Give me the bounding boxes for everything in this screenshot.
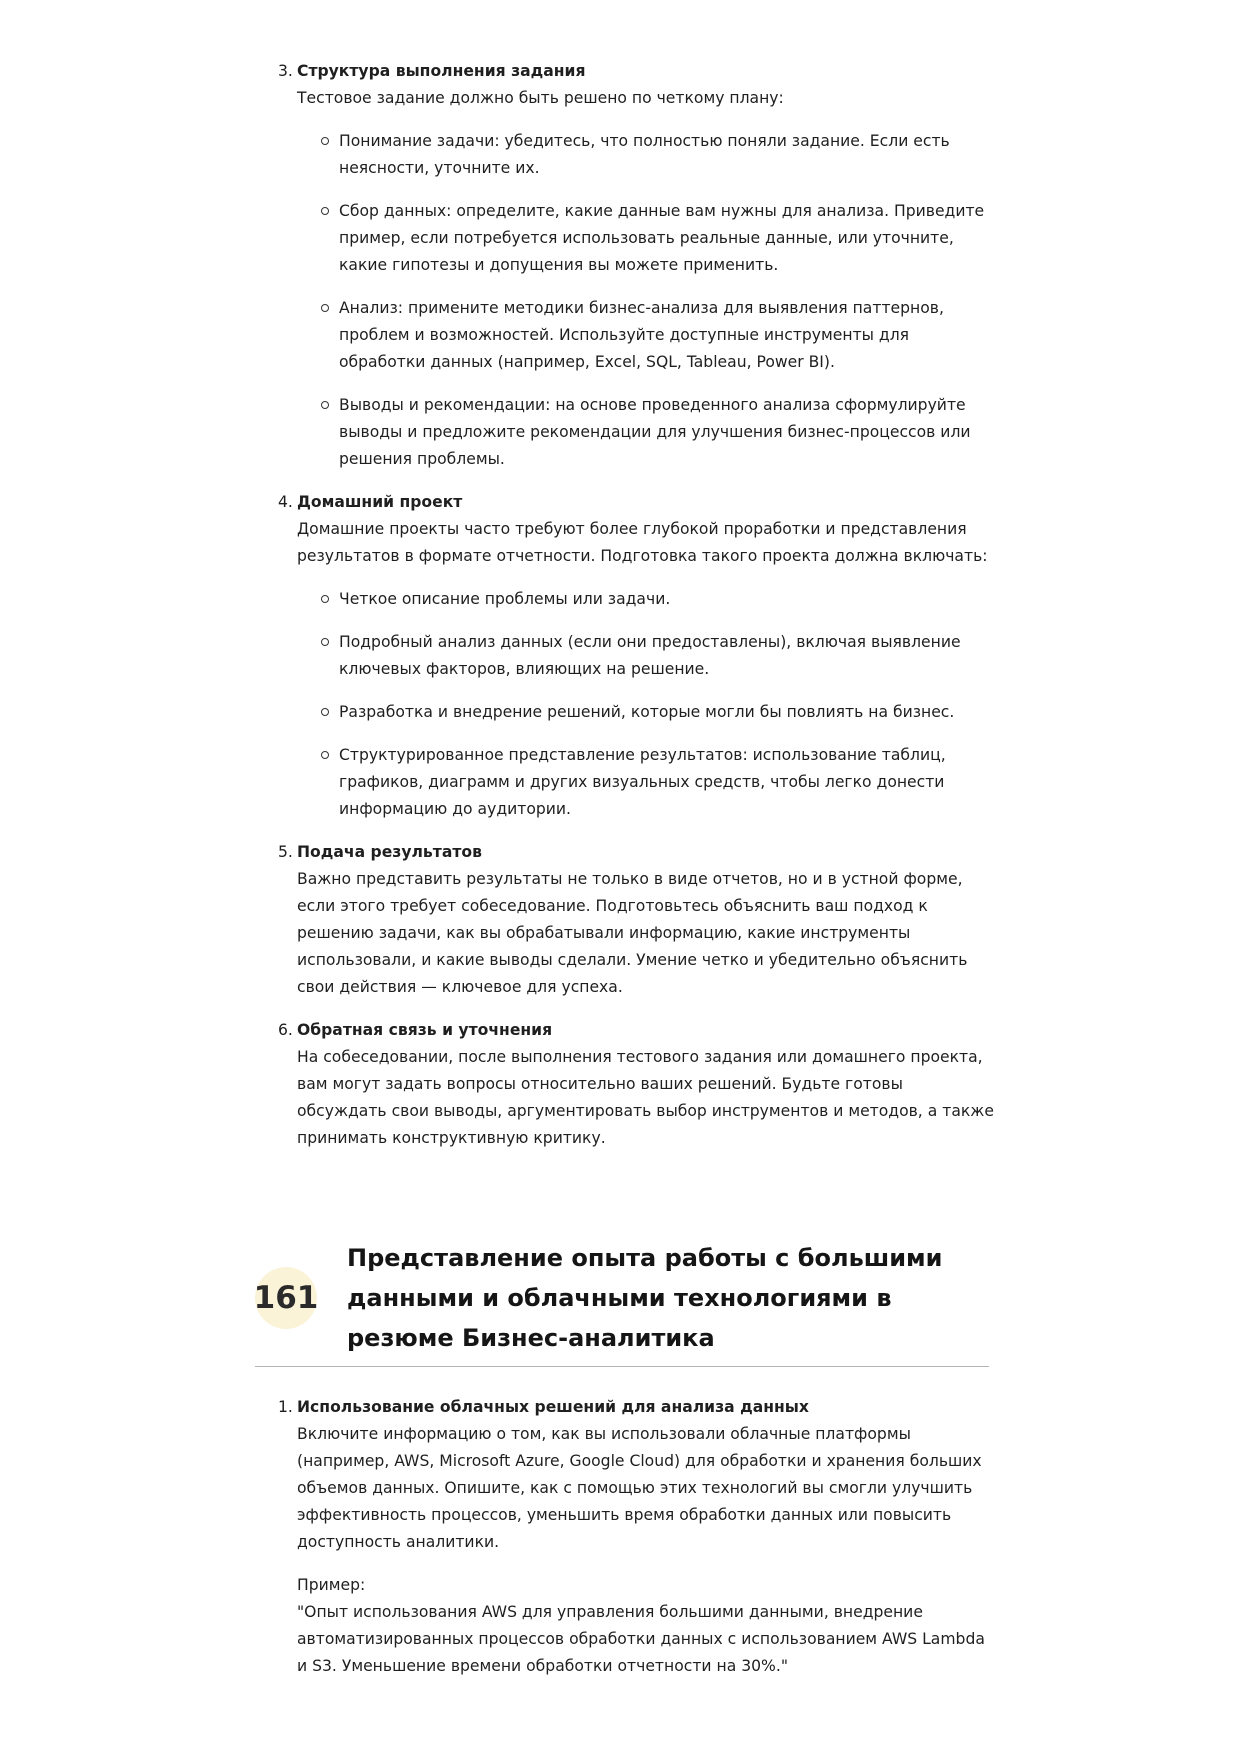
section-b	[278, 1394, 997, 1680]
item-text: Важно представить результаты не только в виде отчетов, но и в устной форме, если этого требует собеседование. Подготовьтесь объяснить ваш подход к решению задачи, как вы обрабатывали информацию, какие инструменты использовали, и какие выводы сделали. Умение четко и убедительно объяснить свои действия — ключевое для успеха.	[297, 870, 968, 996]
list-number: 1.	[278, 1398, 293, 1416]
example-label: Пример:	[297, 1576, 366, 1594]
sub-list-item: Сбор данных: определите, какие данные вам нужны для анализа. Приведите пример, если потребуется использовать реальные данные, или уточните, какие гипотезы и допущения вы можете применить.	[339, 198, 997, 279]
sub-list	[297, 586, 997, 823]
item-text: На собеседовании, после выполнения тестового задания или домашнего проекта, вам могут задать вопросы относительно ваших решений. Будьте готовы обсуждать свои выводы, аргументировать выбор инструментов и методов, а также принимать конструктивную критику.	[297, 1048, 994, 1147]
sub-list-item: Четкое описание проблемы или задачи.	[339, 586, 997, 613]
item-title: Подача результатов	[297, 843, 482, 861]
sub-list-item: Выводы и рекомендации: на основе проведенного анализа сформулируйте выводы и предложите рекомендации для улучшения бизнес-процессов или решения проблемы.	[339, 392, 997, 473]
list-number: 3.	[278, 62, 293, 80]
item-text: Тестовое задание должно быть решено по четкому плану:	[297, 89, 784, 107]
item-text: Включите информацию о том, как вы использовали облачные платформы (например, AWS, Microsoft Azure, Google Cloud) для обработки и хранения больших объемов данных. Опишите, как с помощью этих технологий вы смогли улучшить эффективность процессов, уменьшить время обработки данных или повысить доступность аналитики.	[297, 1425, 982, 1551]
sub-list-item: Разработка и внедрение решений, которые могли бы повлиять на бизнес.	[339, 699, 997, 726]
list-item-6	[278, 1017, 997, 1152]
item-title: Использование облачных решений для анализа данных	[297, 1398, 809, 1416]
list-item-1	[278, 1394, 997, 1680]
list-item-3	[278, 58, 997, 473]
sub-list-item: Подробный анализ данных (если они предоставлены), включая выявление ключевых факторов, влияющих на решение.	[339, 629, 997, 683]
item-title: Структура выполнения задания	[297, 62, 586, 80]
sub-list-item: Понимание задачи: убедитесь, что полностью поняли задание. Если есть неясности, уточните их.	[339, 128, 997, 182]
item-title: Обратная связь и уточнения	[297, 1021, 553, 1039]
example-text: "Опыт использования AWS для управления большими данными, внедрение автоматизированных процессов обработки данных с использованием AWS Lambda и S3. Уменьшение времени обработки отчетности на 30%."	[297, 1603, 985, 1675]
section-a	[278, 58, 997, 1152]
chapter-header	[255, 1232, 989, 1367]
list-item-4	[278, 489, 997, 823]
list-number: 6.	[278, 1021, 293, 1039]
list-number: 5.	[278, 843, 293, 861]
item-text: Домашние проекты часто требуют более глубокой проработки и представления результатов в формате отчетности. Подготовка такого проекта должна включать:	[297, 520, 988, 565]
sub-list-item: Структурированное представление результатов: использование таблиц, графиков, диаграмм и других визуальных средств, чтобы легко донести информацию до аудитории.	[339, 742, 997, 823]
sub-list-item: Анализ: примените методики бизнес-анализа для выявления паттернов, проблем и возможностей. Используйте доступные инструменты для обработки данных (например, Excel, SQL, Tableau, Power BI).	[339, 295, 997, 376]
chapter-title: Представление опыта работы с большими данными и облачными технологиями в резюме Бизнес-аналитика	[347, 1244, 943, 1352]
item-title: Домашний проект	[297, 493, 463, 511]
sub-list	[297, 128, 997, 473]
chapter-number-badge: 161	[255, 1267, 317, 1329]
list-number: 4.	[278, 493, 293, 511]
list-item-5	[278, 839, 997, 1001]
